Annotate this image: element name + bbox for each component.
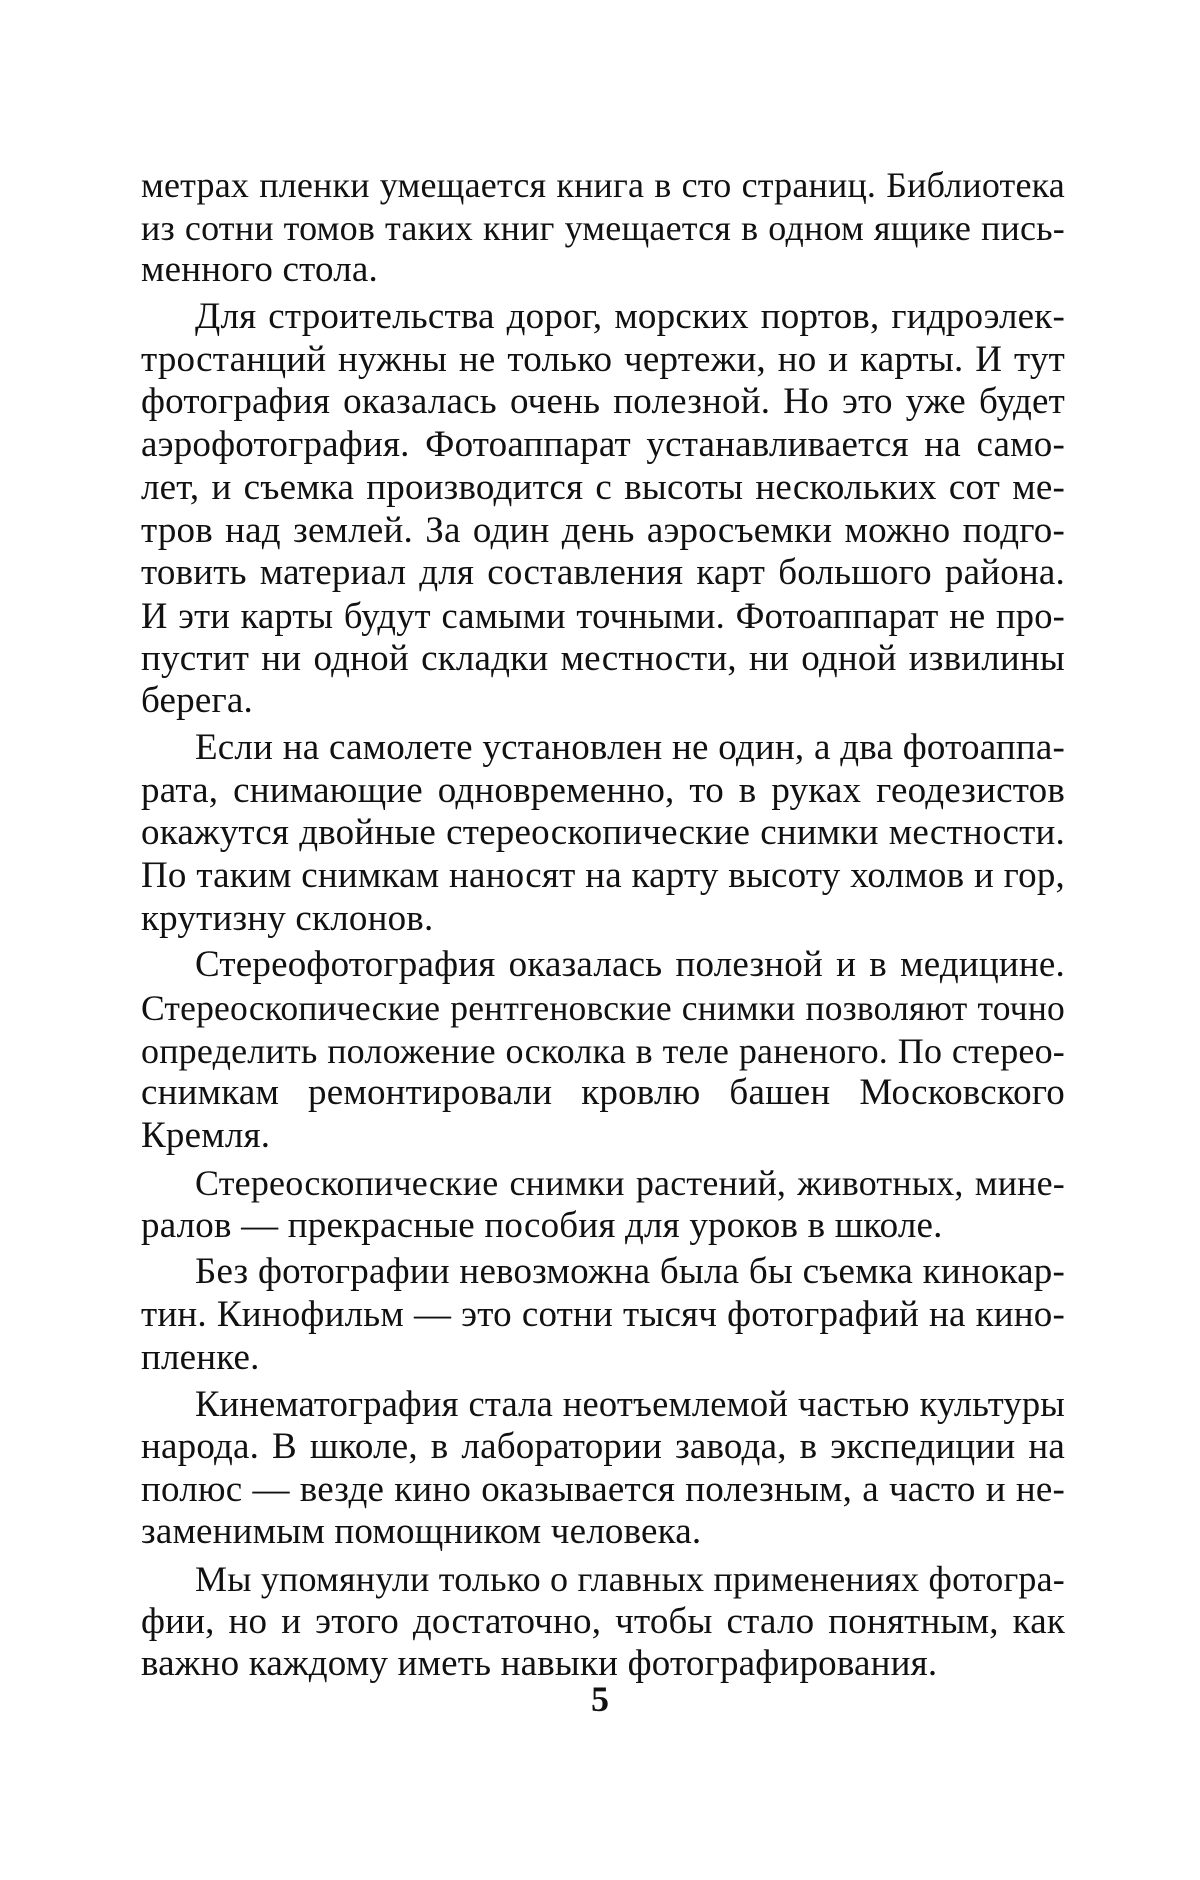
text-line: тин. Кинофильм — это сотни тысяч фотографий на кино- xyxy=(141,1293,1065,1335)
text-line: ралов — прекрасные пособия для уроков в школе. xyxy=(141,1204,943,1246)
text-line: метрах пленки умещается книга в сто страниц. Библиотека xyxy=(141,165,1065,205)
text-line: Кремля. xyxy=(141,1115,271,1157)
paragraph-1 xyxy=(141,164,1065,292)
text-line: окажутся двойные стереоскопические снимки местности. xyxy=(141,812,1065,854)
text-line: пустит ни одной складки местности, ни одной извилины xyxy=(141,637,1065,679)
text-line: Стереоскопические снимки растений, животных, мине- xyxy=(195,1162,1065,1203)
text-line: рата, снимающие одновременно, то в руках геодезистов xyxy=(141,769,1065,811)
text-line: аэрофотография. Фотоаппарат устанавливается на само- xyxy=(141,424,1065,466)
page-number: 5 xyxy=(591,1679,609,1719)
text-line: Без фотографии невозможна была бы съемка кинокар- xyxy=(195,1251,1065,1293)
text-line: Стереоскопические рентгеновские снимки позволяют точно xyxy=(141,988,1065,1029)
text-line: Стереофотография оказалась полезной и в медицине. xyxy=(195,944,1065,986)
text-line: фии, но и этого достаточно, чтобы стало понятным, как xyxy=(141,1600,1065,1642)
paragraph-2 xyxy=(141,296,1065,723)
paragraph-6 xyxy=(141,1251,1065,1379)
paragraph-5 xyxy=(141,1162,1065,1247)
text-line: определить положение осколка в теле раненого. По стерео- xyxy=(141,1030,1065,1071)
text-line: полюс — везде кино оказывается полезным, а часто и не- xyxy=(141,1468,1065,1510)
text-line: По таким снимкам наносят на карту высоту холмов и гор, xyxy=(141,855,1065,896)
text-line: Если на самолете установлен не один, а два фотоаппа- xyxy=(195,726,1065,768)
text-line: народа. В школе, в лаборатории завода, в экспедиции на xyxy=(141,1425,1065,1467)
text-line: менного стола. xyxy=(141,249,378,291)
paragraph-7 xyxy=(141,1383,1065,1554)
text-line: Кинематография стала неотъемлемой частью культуры xyxy=(195,1383,1065,1425)
page-body xyxy=(141,164,1065,1686)
text-line: И эти карты будут самыми точными. Фотоаппарат не про- xyxy=(141,594,1065,636)
text-line: товить материал для составления карт большого района. xyxy=(141,552,1065,594)
paragraph-4 xyxy=(141,944,1065,1157)
text-line: пленке. xyxy=(141,1336,260,1378)
text-line: Мы упомянули только о главных применениях фотогра- xyxy=(195,1559,1065,1599)
text-line: из сотни томов таких книг умещается в одном ящике пись- xyxy=(141,207,1065,248)
text-line: снимкам ремонтировали кровлю башен Московского xyxy=(141,1072,1065,1114)
text-line: фотография оказалась очень полезной. Но это уже будет xyxy=(141,381,1065,423)
paragraph-3 xyxy=(141,727,1065,940)
text-line: Для строительства дорог, морских портов, гидроэлек- xyxy=(195,296,1065,338)
text-line: лет, и съемка производится с высоты нескольких сот ме- xyxy=(141,466,1065,508)
text-line: заменимым помощником человека. xyxy=(141,1511,702,1553)
text-line: крутизну склонов. xyxy=(141,897,434,939)
text-line: тров над землей. За один день аэросъемки можно подго- xyxy=(141,509,1065,551)
paragraph-8 xyxy=(141,1558,1065,1686)
text-line: важно каждому иметь навыки фотографирования. xyxy=(141,1643,938,1685)
text-line: берега. xyxy=(141,680,253,722)
text-line: тростанций нужны не только чертежи, но и карты. И тут xyxy=(141,338,1065,380)
